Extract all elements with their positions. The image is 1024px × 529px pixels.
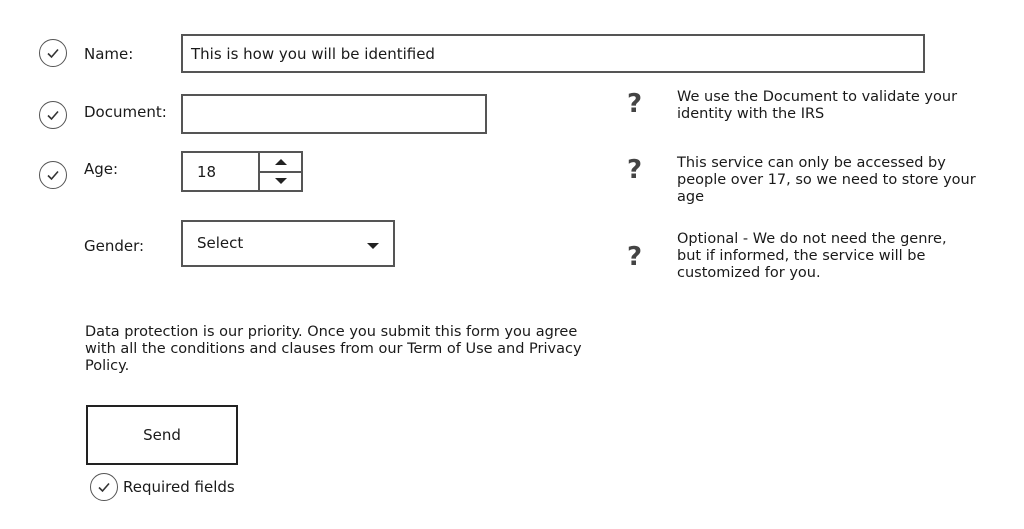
question-icon[interactable]: ? [627,89,643,119]
required-check-icon [39,161,67,189]
name-input-value: This is how you will be identified [191,45,435,63]
required-check-icon [90,473,118,501]
question-icon[interactable]: ? [627,155,643,185]
document-input[interactable] [181,94,487,134]
send-button-label: Send [143,426,181,444]
gender-select[interactable] [181,220,395,267]
required-fields-legend: Required fields [123,478,235,496]
gender-help-text: Optional - We do not need the genre, but if informed, the service will be customized for you. [677,231,947,281]
age-decrement-button[interactable] [260,172,301,190]
arrow-up-icon [275,159,287,165]
question-icon[interactable]: ? [627,242,643,272]
disclaimer-text: Data protection is our priority. Once you submit this form you agree with all the conditions and clauses from our Term of Use and Privacy Policy. [85,324,582,374]
document-help-text: We use the Document to validate your identity with the IRS [677,89,958,122]
gender-selected-value: Select [197,234,244,252]
chevron-down-icon [367,243,379,249]
age-label: Age: [84,160,119,178]
age-increment-button[interactable] [260,153,301,171]
name-input[interactable] [181,34,925,73]
required-check-icon [39,39,67,67]
age-stepper[interactable] [181,151,303,192]
age-help-text: This service can only be accessed by people over 17, so we need to store your age [677,155,976,205]
required-check-icon [39,101,67,129]
name-label: Name: [84,45,134,63]
age-value[interactable]: 18 [197,163,217,181]
arrow-down-icon [275,178,287,184]
document-label: Document: [84,103,167,121]
send-button[interactable] [86,405,238,465]
gender-label: Gender: [84,237,145,255]
